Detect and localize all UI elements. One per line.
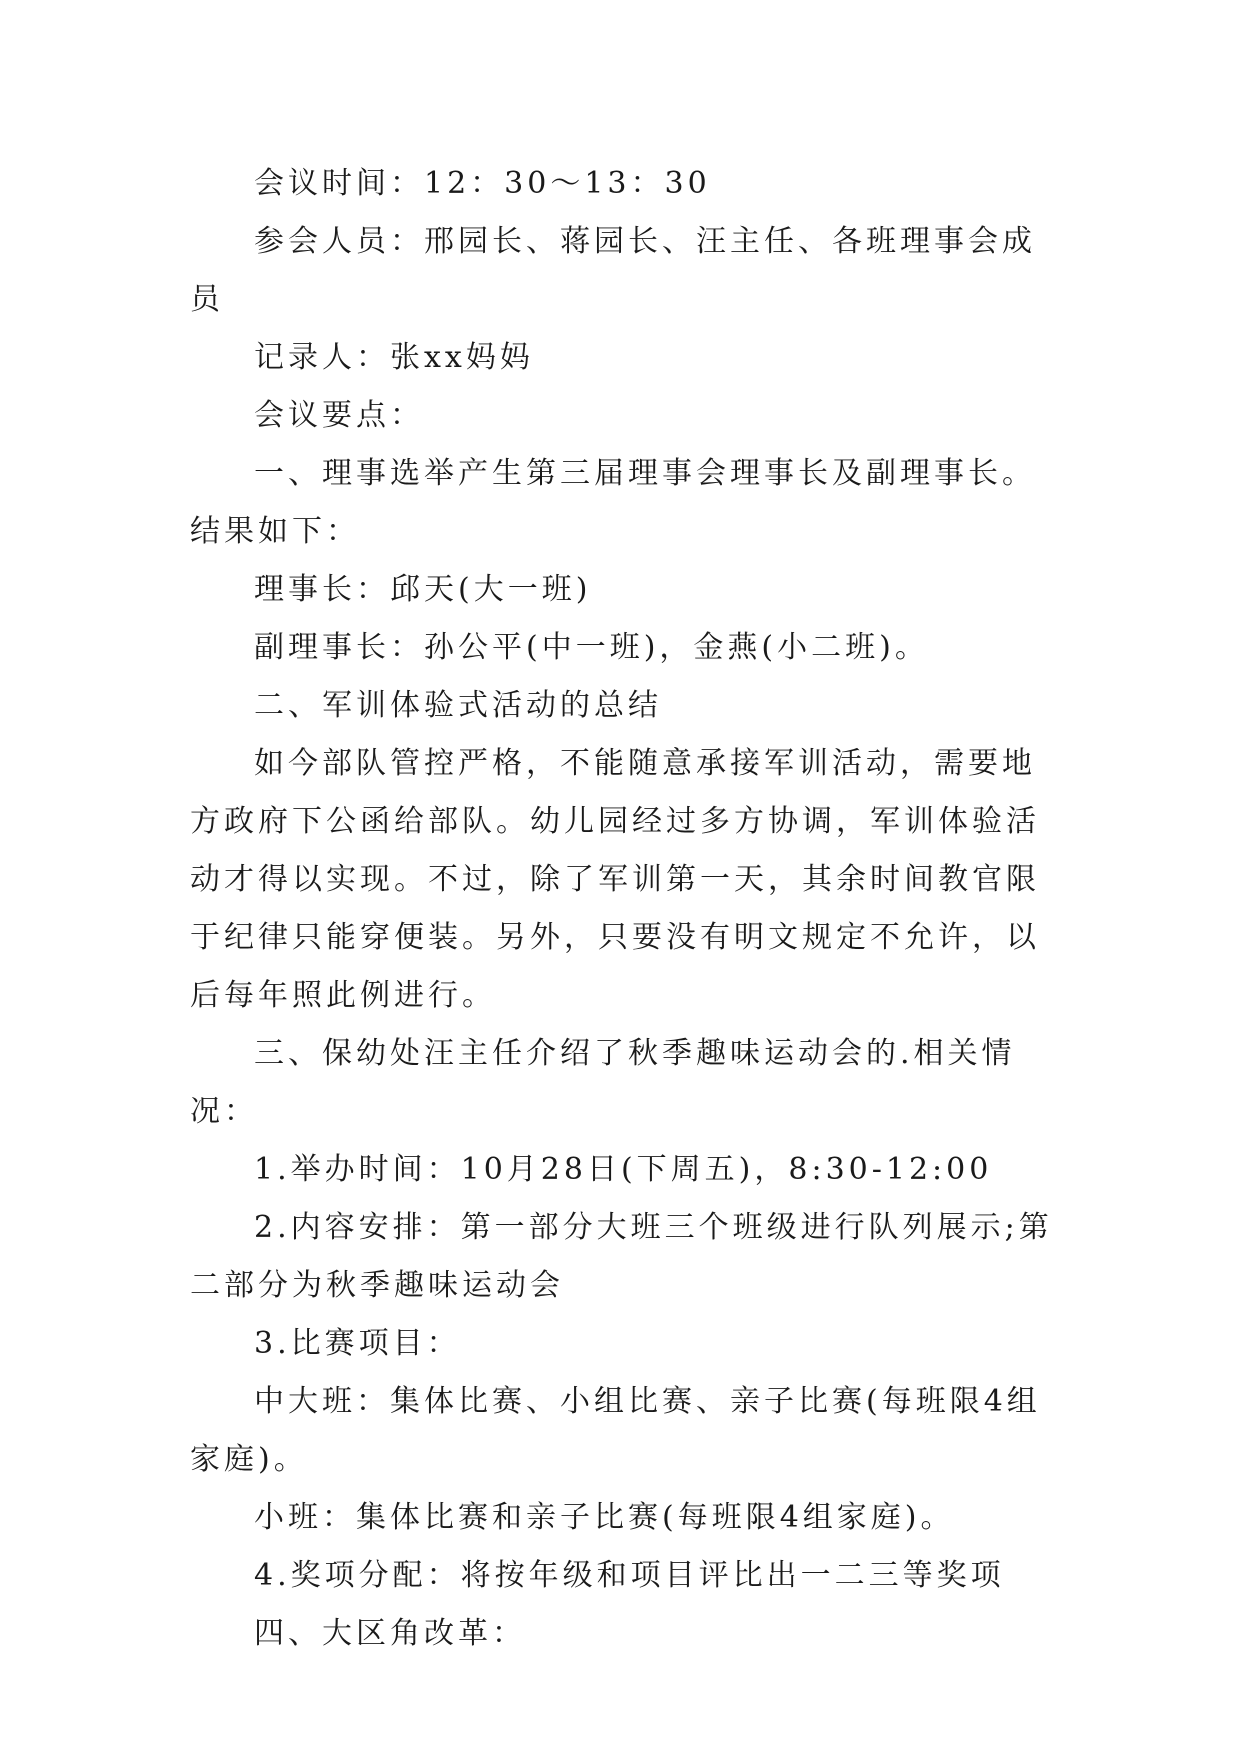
section-two-heading: 二、军训体验式活动的总结 xyxy=(254,688,662,723)
content-arrangement-line: 2.内容安排：第一部分大班三个班级进行队列展示;第二部分为秋季趣味运动会 xyxy=(190,1210,1053,1303)
vice-chairman-line: 副理事长：孙公平(中一班)，金燕(小二班)。 xyxy=(254,630,929,665)
event-time-line: 1.举办时间：10月28日(下周五)，8:30-12:00 xyxy=(254,1152,993,1187)
middle-senior-class-line: 中大班：集体比赛、小组比赛、亲子比赛(每班限4组家庭)。 xyxy=(190,1384,1041,1477)
section-three-heading: 三、保幼处汪主任介绍了秋季趣味运动会的.相关情况： xyxy=(190,1036,1016,1129)
section-four-heading: 四、大区角改革： xyxy=(254,1616,526,1651)
awards-line: 4.奖项分配：将按年级和项目评比出一二三等奖项 xyxy=(254,1558,1005,1593)
chairman-line: 理事长：邱天(大一班) xyxy=(254,572,592,607)
meeting-points-heading: 会议要点： xyxy=(254,398,424,433)
meeting-time-line: 会议时间：12：30～13：30 xyxy=(254,166,711,201)
recorder-line: 记录人：张xx妈妈 xyxy=(254,340,534,375)
section-one-heading: 一、理事选举产生第三届理事会理事长及副理事长。结果如下： xyxy=(190,456,1036,549)
military-training-paragraph: 如今部队管控严格，不能随意承接军训活动，需要地方政府下公函给部队。幼儿园经过多方协调，军训体验活动才得以实现。不过，除了军训第一天，其余时间教官限于纪律只能穿便装。另外，只要没有明文规定不允许，以后每年照此例进行。 xyxy=(190,746,1040,1013)
attendees-line: 参会人员：邢园长、蒋园长、汪主任、各班理事会成员 xyxy=(190,224,1036,317)
competition-items-heading: 3.比赛项目： xyxy=(254,1326,461,1361)
junior-class-line: 小班：集体比赛和亲子比赛(每班限4组家庭)。 xyxy=(254,1500,955,1535)
document-body xyxy=(190,155,1055,1663)
